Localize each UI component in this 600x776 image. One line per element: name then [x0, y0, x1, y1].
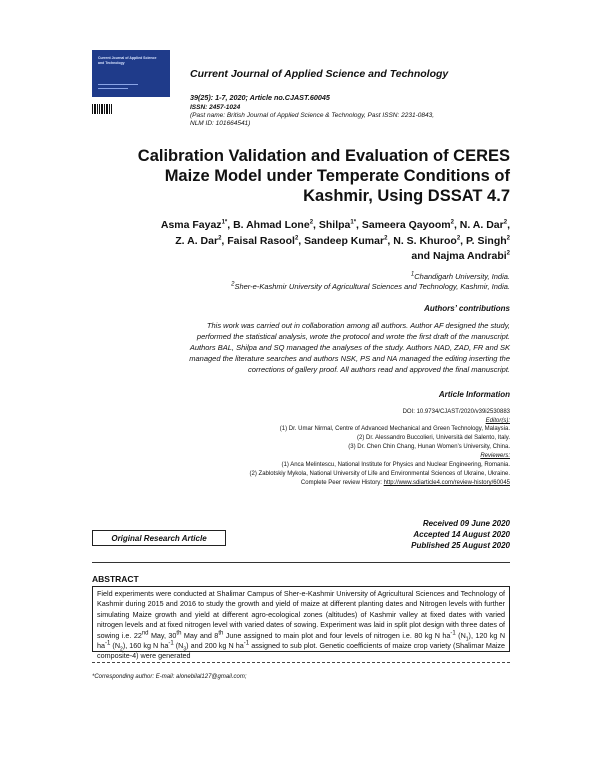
cover-rule [98, 84, 138, 85]
editors-label: Editor(s): [485, 418, 510, 424]
title-line: Calibration Validation and Evaluation of CERES [137, 147, 510, 165]
affiliation-1: $^1$Chandigarh University, India. [410, 271, 510, 281]
journal-name: Current Journal of Applied Science and Technology [190, 68, 449, 80]
received-date: Received 09 June 2020 [422, 519, 510, 528]
accepted-date: Accepted 14 August 2020 [413, 530, 510, 539]
title-line: Kashmir, Using DSSAT 4.7 [303, 187, 510, 205]
section-divider [92, 562, 510, 563]
journal-cover-thumbnail [92, 50, 170, 97]
author-list: Asma Fayaz$^{1*}$, B. Ahmad Lone$^2$, Shilpa$^{1*}$, Sameera Qayoom$^2$, N. A. Dar$^2$, Z. A. Dar$^2$, Faisal Rasool$^2$, Sandeep Kumar$^2$, N. S. Khuroo$^2$, P. Singh$^2$ and Najma Andrabi$^2$ [160, 219, 510, 262]
cover-journal-name: Current Journal of Applied Science and Technology [98, 56, 157, 65]
journal-citation: 39(25): 1-7, 2020; Article no.CJAST.60045 [190, 93, 330, 102]
reviewer-item: (1) Anca Melintescu, National Institute for Physics and Nuclear Engineering, Romania. [281, 462, 510, 468]
journal-nlm-id: NLM ID: 101664541) [190, 120, 251, 127]
cover-rule [98, 88, 128, 89]
barcode-icon [92, 104, 112, 114]
footnote-divider [92, 662, 510, 663]
doi: DOI: 10.9734/CJAST/2020/v39i2530883 [402, 409, 510, 415]
editor-item: (2) Dr. Alessandro Buccolieri, Università del Salento, Italy. [357, 435, 510, 441]
editor-item: (3) Dr. Chen Chin Chang, Hunan Women’s University, China. [348, 444, 510, 450]
published-date: Published 25 August 2020 [411, 541, 510, 550]
editor-item: (1) Dr. Umar Nirmal, Centre of Advanced Mechanical and Green Technology, Malaysia. [279, 426, 510, 432]
article-info-heading: Article Information [438, 390, 510, 399]
affiliation-2: $^2$Sher-e-Kashmir University of Agricultural Sciences and Technology, Kashmir, India. [231, 281, 510, 291]
publication-dates [300, 518, 510, 551]
reviewers-label: Reviewers: [480, 453, 510, 459]
paper-title [110, 146, 510, 206]
article-type-box: Original Research Article [92, 530, 226, 546]
peer-review-history: Complete Peer review History: http://www.sdiarticle4.com/review-history/60045 [300, 480, 510, 486]
contributions-heading: Authors’ contributions [424, 304, 510, 313]
corresponding-author-footnote: *Corresponding author: E-mail: alonebilal127@gmail.com; [92, 674, 247, 680]
peer-review-link[interactable]: http://www.sdiarticle4.com/review-history/60045 [383, 480, 510, 486]
abstract-heading: ABSTRACT [92, 574, 139, 584]
contributions-text: This work was carried out in collaboration among all authors. Author AF designed the study, performed the statistical analysis, wrote the protocol and wrote the first draft of the manuscript. Authors BAL, Shilpa and SQ managed the analyses of the study. Authors NAD, ZAD, FR and SK managed the literature searches and authors NSK, PS and NA managed the editing inserting the corrections of gallery proof. All authors read and approved the final manuscript. [189, 321, 510, 374]
reviewer-item: (2) Zablotskiy Mykola, National University of Life and Environmental Sciences of Ukraine, Ukraine. [249, 471, 510, 477]
title-line: Maize Model under Temperate Conditions of [164, 167, 510, 185]
journal-past-name: (Past name: British Journal of Applied Science & Technology, Past ISSN: 2231-0843, [190, 112, 435, 119]
abstract-text: Field experiments were conducted at Shalimar Campus of Sher-e-Kashmir University of Agricultural Sciences and Technology of Kashmir during 2015 and 2016 to study the growth and yield of maize at different planting dates and Nitrogen levels with further simulating Maize growth and yield at different agro-ecological zones (altitudes) of Kashmir valley at fixed dates with varied nitrogen levels and at fixed nitrogen level with varied dates of sowing. Experiment was laid in split plot design with three dates of sowing i.e. 22nd May, 30th May and 8th June assigned to main plot and four levels of nitrogen i.e. 80 kg N $ha^{-1}$ $(N_1)$, 120 kg N $ha^{-1}$ $(N_2)$, 160 kg N $ha^{-1}$ $(N_3)$ and 200 kg N $ha^{-1}$ assigned to sub plot. Genetic coefficients of maize crop variety (Shalimar Maize composite-4) were generated [92, 586, 510, 652]
journal-issn: ISSN: 2457-1024 [190, 104, 241, 111]
